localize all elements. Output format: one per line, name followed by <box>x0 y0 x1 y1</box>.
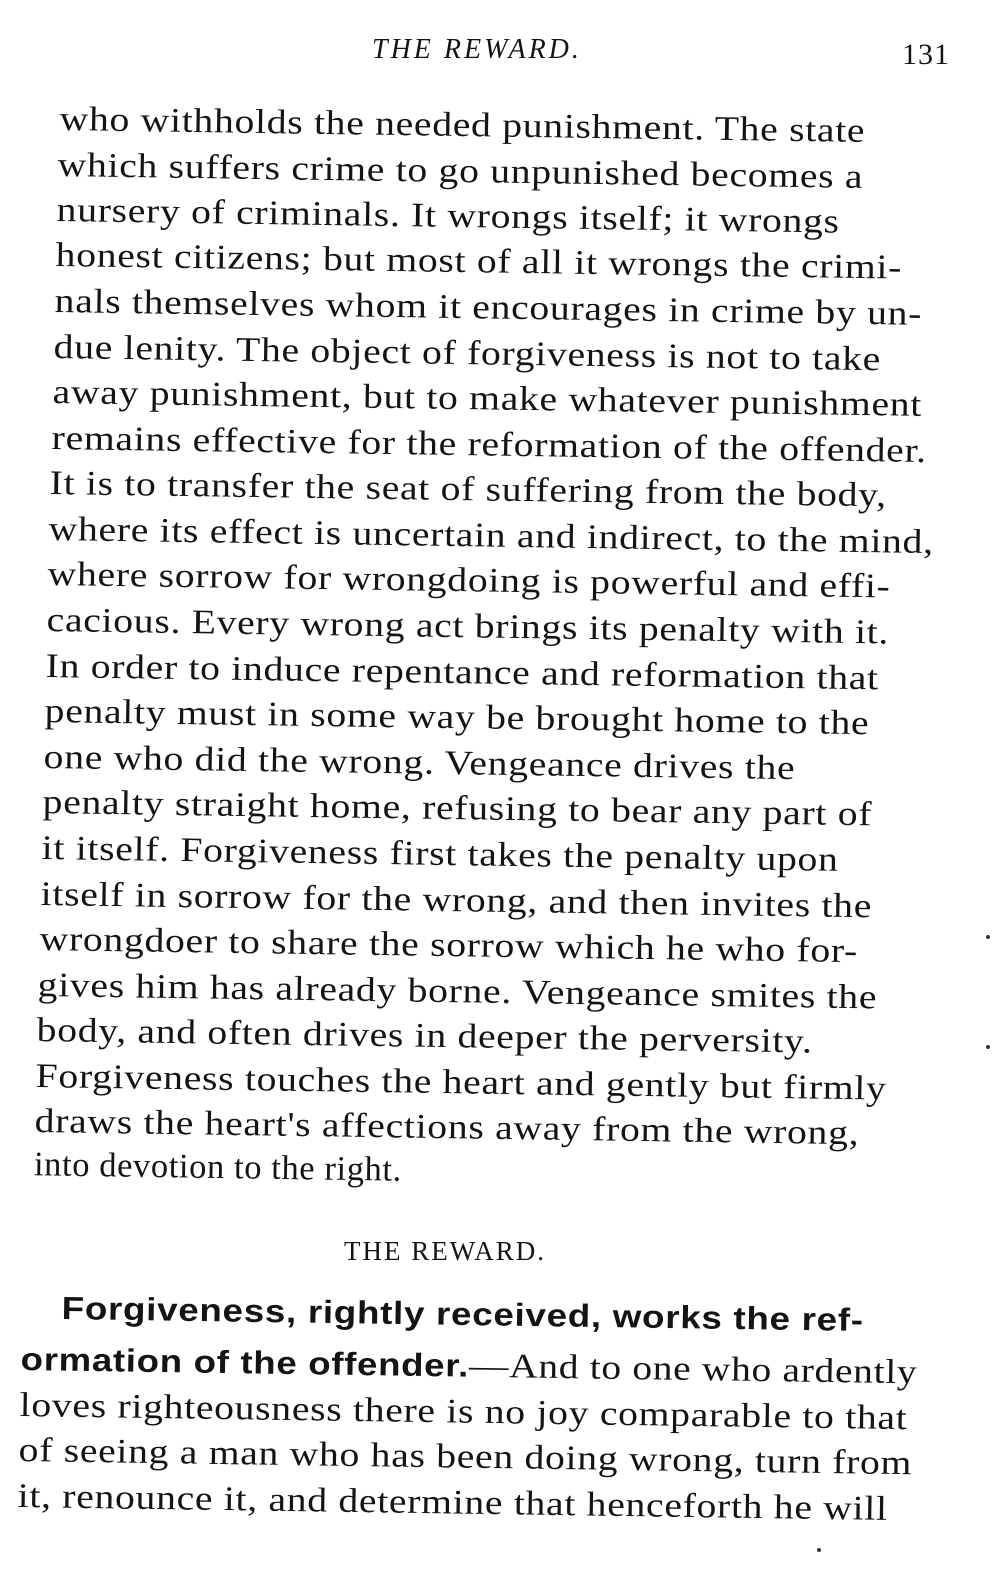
text-line: wrongdoer to share the sorrow which he who for- <box>39 919 859 971</box>
lead-continuation: —And to one who ardently <box>468 1346 918 1392</box>
text-line: gives him has already borne. Vengeance smites the <box>37 965 878 1017</box>
page-number: 131 <box>902 38 950 71</box>
text-line: due lenity. The object of forgiveness is not to take <box>53 327 882 379</box>
text-line: penalty straight home, refusing to bear any part of <box>42 782 873 834</box>
text-line: In order to induce repentance and reformation that <box>45 646 880 698</box>
text-line: where sorrow for wrongdoing is powerful and effi- <box>47 554 891 606</box>
text-line: penalty must in some way be brought home to the <box>44 691 870 743</box>
text-line: which suffers crime to go unpunished becomes a <box>57 145 864 196</box>
ink-speck <box>817 1548 821 1552</box>
text-line: loves righteousness there is no joy comparable to that <box>19 1385 908 1438</box>
text-line: of seeing a man who has been doing wrong, turn from <box>18 1430 913 1483</box>
running-title: THE REWARD. <box>372 34 582 65</box>
lead-phrase: ormation of the offender. <box>20 1340 470 1384</box>
text-line: It is to transfer the seat of suffering from the body, <box>49 463 888 515</box>
text-line: body, and often drives in deeper the perversity. <box>36 1010 813 1061</box>
text-line: into devotion to the right. <box>33 1145 403 1189</box>
text-line: it, renounce it, and determine that henceforth he will <box>17 1476 889 1528</box>
text-line: itself in sorrow for the wrong, and then invites the <box>40 874 873 926</box>
text-line: Forgiveness touches the heart and gently but firmly <box>35 1056 887 1108</box>
running-head <box>0 30 1000 80</box>
section-heading: THE REWARD. <box>344 1236 546 1266</box>
text-line: honest citizens; but most of all it wrongs the crimi- <box>55 235 903 287</box>
text-line: nursery of criminals. It wrongs itself; it wrongs <box>56 190 841 241</box>
text-line: one who did the wrong. Vengeance drives the <box>43 737 796 788</box>
text-line: draws the heart's affections away from the wrong, <box>34 1101 860 1153</box>
text-line: cacious. Every wrong act brings its penalty with it. <box>46 600 890 652</box>
ink-speck <box>986 935 990 939</box>
text-line: nals themselves whom it encourages in crime by un- <box>54 281 923 333</box>
text-line: away punishment, but to make whatever punishment <box>52 372 923 424</box>
text-line: where its effect is uncertain and indirect, to the mind, <box>48 509 935 562</box>
text-line: remains effective for the reformation of the offender. <box>51 418 928 470</box>
lead-line: Forgiveness, rightly received, works the ref- <box>61 1289 864 1338</box>
ink-speck <box>986 1045 990 1049</box>
text-line-lead <box>20 1339 917 1392</box>
text-line: it itself. Forgiveness first takes the penalty upon <box>41 828 839 879</box>
text-line: who withholds the needed punishment. The state <box>59 99 866 150</box>
